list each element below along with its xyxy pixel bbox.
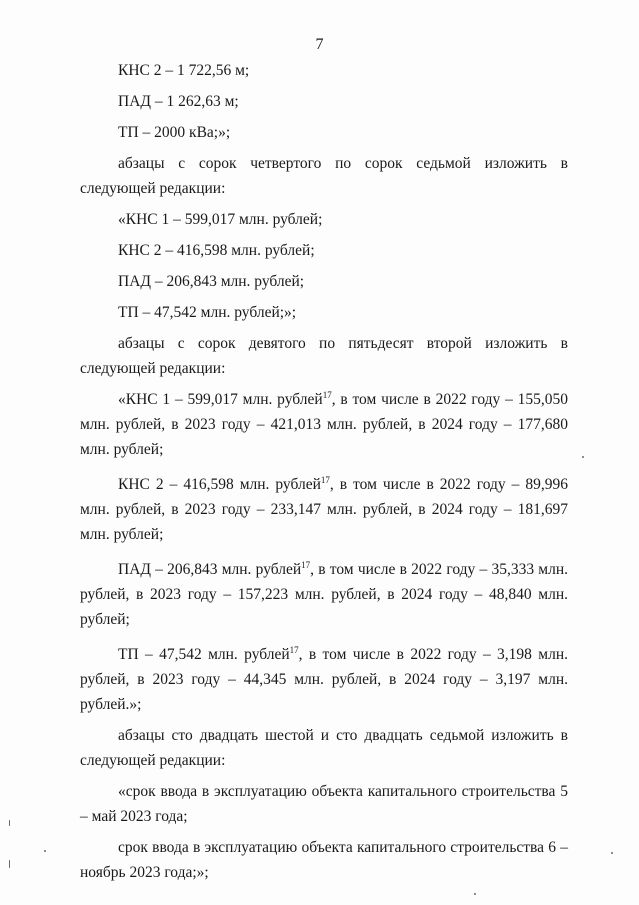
footnote-mark: 17 (301, 559, 311, 570)
pad-funding-head: ПАД – 206,843 млн. рублей (118, 561, 302, 578)
tp-funding-tail: , в том числе в 2022 году – 3,198 млн. рублей, в 2023 году – 44,345 млн. рублей, в 2024 году – 3,197 млн. рублей.»; (80, 646, 568, 713)
scan-speck (582, 456, 584, 458)
scan-speck (44, 850, 46, 852)
scan-speck (9, 820, 10, 826)
kns1-funding-tail: , в том числе в 2022 году – 155,050 млн. рублей, в 2023 году – 421,013 млн. рублей, в 2024 году – 177,680 млн. рублей; (80, 391, 568, 458)
kns2-funding-head: КНС 2 – 416,598 млн. рублей (118, 476, 321, 493)
kns2-total-line: КНС 2 – 416,598 млн. рублей; (118, 242, 315, 259)
tp-power-line: ТП – 2000 кВа;»; (118, 124, 231, 141)
deadline-object-6: срок ввода в эксплуатацию объекта капитального строительства 6 – ноябрь 2023 года;»; (80, 839, 568, 881)
page-number: 7 (315, 36, 324, 53)
tp-funding-paragraph (80, 642, 568, 717)
kns1-funding-head: «КНС 1 – 599,017 млн. рублей (118, 391, 323, 408)
pad-length-line: ПАД – 1 262,63 м; (118, 93, 239, 110)
footnote-mark: 17 (322, 389, 332, 400)
amendment-intro-44-47: абзацы с сорок четвертого по сорок седьмой изложить в следующей редакции: (80, 155, 568, 197)
pad-total-line: ПАД – 206,843 млн. рублей; (118, 273, 305, 290)
footnote-mark: 17 (289, 644, 299, 655)
pad-funding-paragraph (80, 557, 568, 632)
scan-speck (611, 852, 613, 854)
kns2-funding-paragraph (80, 472, 568, 547)
kns2-funding-tail: , в том числе в 2022 году – 89,996 млн. рублей, в 2023 году – 233,147 млн. рублей, в 2024 году – 181,697 млн. рублей; (80, 476, 568, 543)
amendment-intro-49-52: абзацы с сорок девятого по пятьдесят второй изложить в следующей редакции: (80, 335, 568, 377)
deadline-object-5: «срок ввода в эксплуатацию объекта капитального строительства 5 – май 2023 года; (80, 783, 568, 825)
kns1-total-line: «КНС 1 – 599,017 млн. рублей; (118, 211, 323, 228)
footnote-mark: 17 (320, 474, 330, 485)
tp-funding-head: ТП – 47,542 млн. рублей (118, 646, 290, 663)
kns2-length-line: КНС 2 – 1 722,56 м; (118, 62, 250, 79)
document-body (80, 58, 568, 885)
kns1-funding-paragraph (80, 387, 568, 462)
amendment-intro-126-127: абзацы сто двадцать шестой и сто двадцать седьмой изложить в следующей редакции: (80, 727, 568, 769)
tp-total-line: ТП – 47,542 млн. рублей;»; (118, 304, 297, 321)
scan-speck (474, 893, 476, 895)
pad-funding-tail: , в том числе в 2022 году – 35,333 млн. рублей, в 2023 году – 157,223 млн. рублей, в 2024 году – 48,840 млн. рублей; (80, 561, 568, 628)
scan-speck (9, 860, 10, 868)
